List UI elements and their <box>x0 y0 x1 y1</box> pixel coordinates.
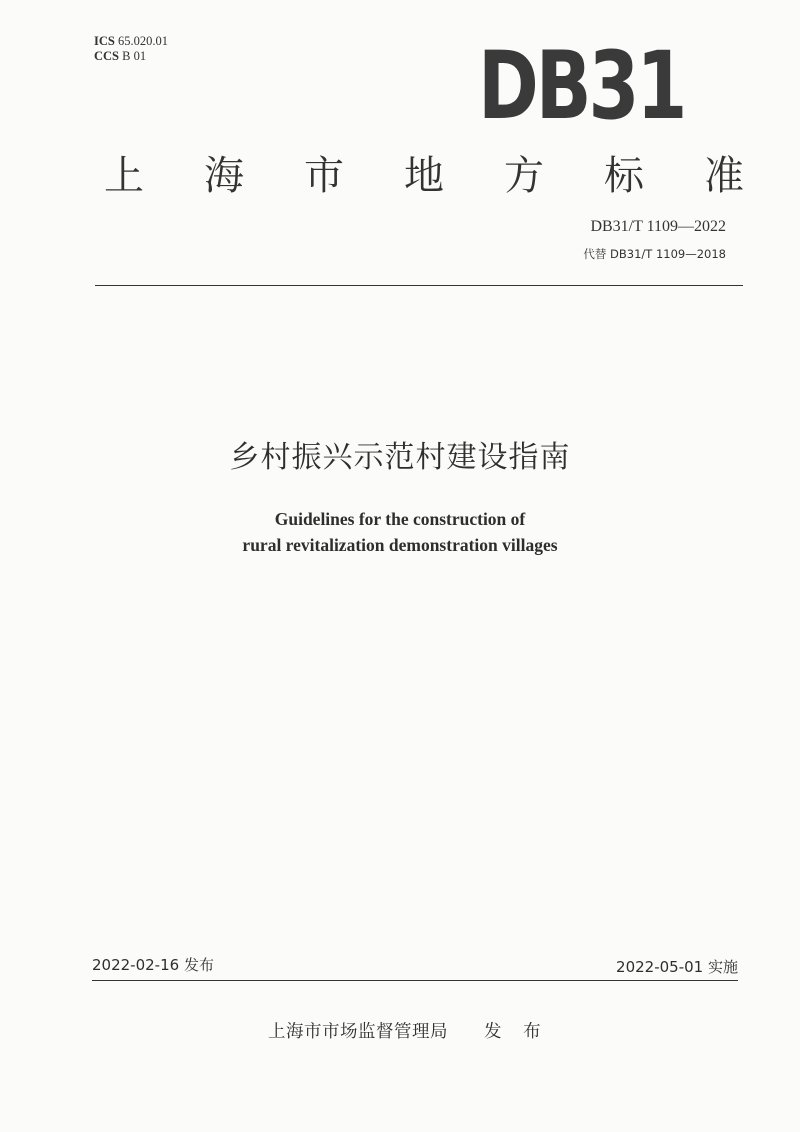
standard-type-char: 地 <box>404 153 444 199</box>
db31-logo: DB31 <box>478 32 685 141</box>
implement-date: 2022-05-01 实施 <box>616 958 738 976</box>
issuer-verb: 发 布 <box>484 1022 549 1042</box>
replaces-standard: 代替 DB31/T 1109—2018 <box>583 247 726 261</box>
ics-code-line <box>94 34 168 49</box>
standard-type-char: 准 <box>704 153 744 199</box>
document-title-english <box>0 506 800 558</box>
standard-type-char: 方 <box>504 153 544 199</box>
ccs-code-line <box>94 49 168 64</box>
standard-type-char: 市 <box>304 153 344 199</box>
english-title-line: Guidelines for the construction of <box>274 509 526 529</box>
document-title-chinese: 乡村振兴示范村建设指南 <box>229 440 571 475</box>
ccs-code: B 01 <box>122 49 147 63</box>
standard-type-title <box>104 152 744 200</box>
header-divider <box>95 285 743 286</box>
publish-date: 2022-02-16 发布 <box>92 956 214 974</box>
classification-codes <box>94 34 168 64</box>
issuer-name: 上海市市场监督管理局 <box>268 1022 448 1042</box>
ics-label: ICS <box>94 34 115 48</box>
standard-type-char: 海 <box>204 153 244 199</box>
ccs-label: CCS <box>94 49 120 63</box>
english-title-line: rural revitalization demonstration villages <box>242 535 558 555</box>
ics-code: 65.020.01 <box>117 34 168 48</box>
standard-type-char: 标 <box>604 153 644 199</box>
issuing-authority <box>268 1018 549 1043</box>
standard-type-char: 上 <box>104 153 144 199</box>
footer-divider <box>92 980 738 981</box>
standard-number: DB31/T 1109—2022 <box>590 218 726 235</box>
